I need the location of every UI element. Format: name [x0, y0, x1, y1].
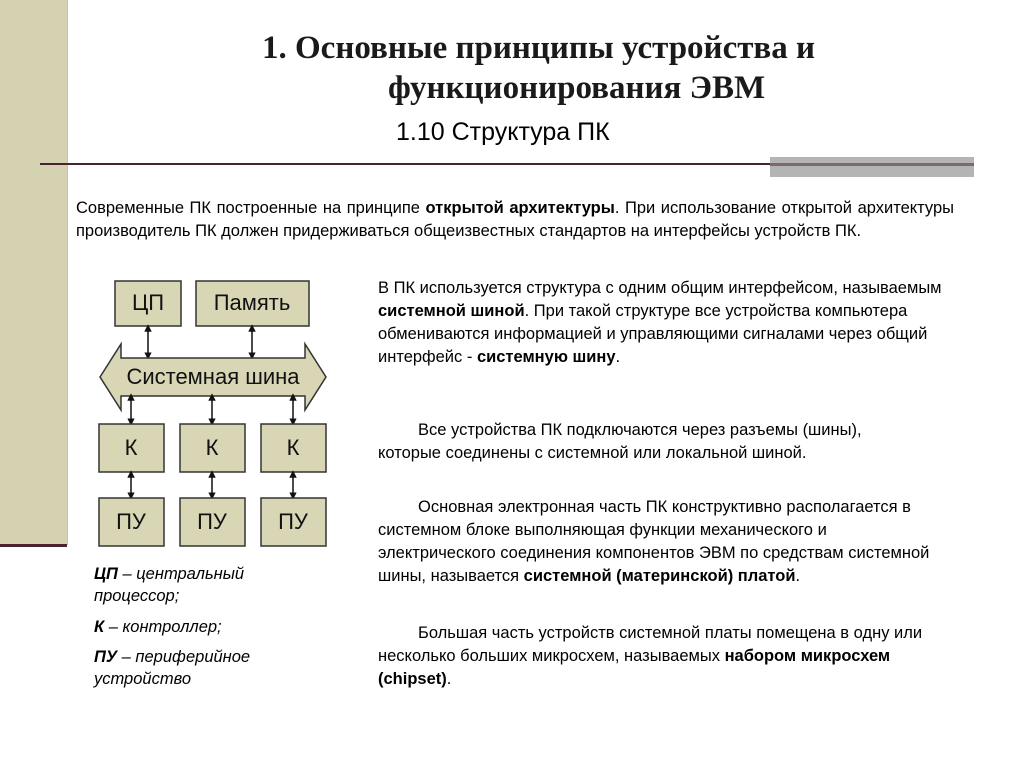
peripheral-label-1: ПУ [116, 508, 146, 534]
p1-bold-d: системную шину [476, 348, 616, 366]
p3-bold-b: системной (материнской) платой [523, 567, 796, 585]
p1-bold-b: системной шиной [378, 302, 525, 320]
paragraph-system-bus [378, 277, 943, 369]
legend-peripheral [94, 646, 324, 690]
intro-text-bold: открытой архитектуры [425, 199, 615, 217]
intro-text-start: Современные ПК построенные на принципе [76, 199, 426, 217]
p1-text-e: . [615, 348, 621, 366]
p4-text-c: . [446, 670, 452, 688]
slide-subtitle: 1.10 Структура ПК [396, 118, 610, 146]
peripheral-label-2: ПУ [197, 508, 227, 534]
p4-text-a: Большая часть устройств системной платы помещена в одну или несколько больших микросхем, называемых [378, 624, 923, 665]
p2-text: Все устройства ПК подключаются через разъемы (шины), которые соединены с системной или локальной шиной. [378, 421, 862, 462]
slide-title-line-1: 1. Основные принципы устройства и [262, 30, 816, 66]
legend-cpu-term: ЦП [94, 565, 118, 583]
legend-k-def: – контроллер; [104, 618, 222, 636]
intro-text-end: . При использование открытой архитектуры производитель ПК должен придерживаться общеизвестных стандартов на интерфейсы устройств ПК. [76, 199, 954, 240]
p3-text-a: Основная электронная часть ПК конструктивно располагается в системном блоке выполняющая функции механического и электрического соединения компонентов ЭВМ по средствам системной шины, называется [378, 498, 930, 585]
p1-text-c: . При такой структуре все устройства компьютера обмениваются информацией и управляющими сигналами через общий интерфейс - [378, 302, 928, 366]
cpu-label: ЦП [131, 289, 165, 315]
system-bus-label: Системная шина [126, 363, 300, 389]
legend-pu-term: ПУ [94, 648, 118, 666]
slide-title-line-2: функционирования ЭВМ [388, 70, 766, 106]
controller-label-3: К [286, 434, 300, 460]
peripheral-label-3: ПУ [278, 508, 308, 534]
memory-label: Память [213, 289, 291, 315]
p1-text-a: В ПК используется структура с одним общим интерфейсом, называемым [378, 279, 942, 297]
controller-label-1: К [124, 434, 138, 460]
p4-bold-b: набором микросхем (chipset) [378, 647, 891, 688]
legend-controller [94, 616, 324, 638]
paragraph-motherboard [378, 496, 938, 588]
paragraph-chipset [378, 622, 938, 691]
controller-label-2: К [205, 434, 219, 460]
legend-pu-def: – периферийное устройство [94, 648, 251, 688]
paragraph-connectors [378, 419, 918, 465]
legend-k-term: К [94, 618, 105, 636]
legend-cpu [94, 563, 324, 607]
legend-cpu-def: – центральный процессор; [94, 565, 245, 605]
p3-text-c: . [795, 567, 801, 585]
